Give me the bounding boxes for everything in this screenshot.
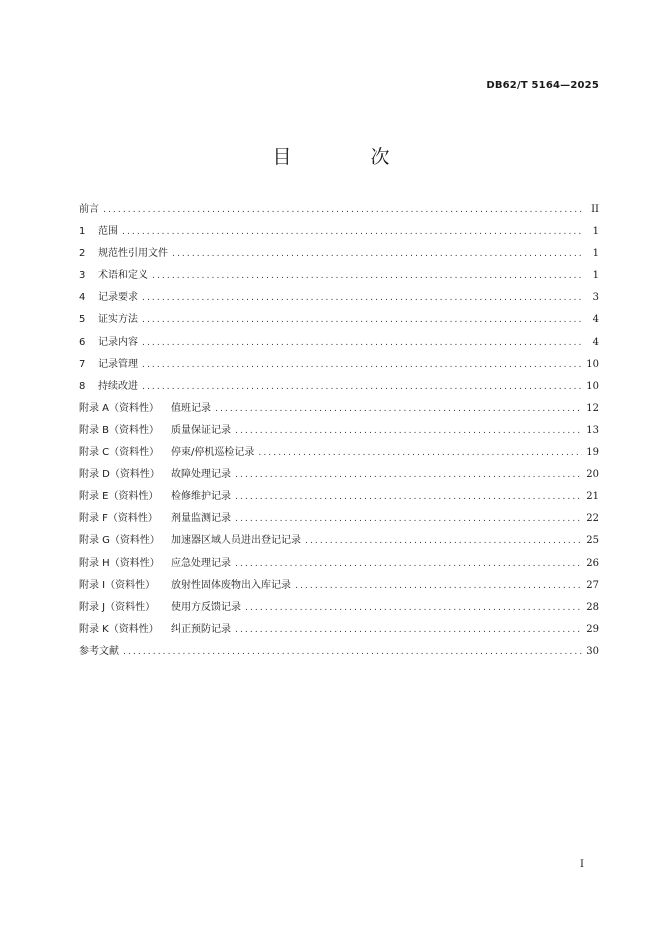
toc-entry[interactable] [79, 332, 599, 354]
toc-appendix-number: 附录 G（资料性） [79, 535, 160, 547]
toc-dot-leader [235, 508, 582, 530]
toc-dot-leader [235, 619, 582, 641]
table-of-contents [79, 199, 599, 663]
toc-page-number: 1 [592, 248, 599, 260]
page-number: I [580, 859, 584, 870]
toc-entry[interactable] [79, 376, 599, 398]
toc-page-number: 1 [592, 270, 599, 282]
toc-page-number: II [591, 204, 599, 215]
toc-entry-label: 参考文献 [79, 645, 119, 657]
toc-section-number: 5 [79, 314, 86, 326]
toc-page-number: 3 [592, 292, 599, 304]
toc-entry-label: 记录内容 [98, 336, 138, 348]
toc-entry[interactable] [79, 420, 599, 442]
toc-entry-label: 停束/停机巡检记录 [171, 447, 255, 459]
toc-entry[interactable] [79, 221, 599, 243]
toc-entry[interactable] [79, 442, 599, 464]
toc-entry[interactable] [79, 641, 599, 663]
toc-entry[interactable] [79, 287, 599, 309]
toc-entry-label: 前言 [79, 204, 99, 215]
toc-page-number: 25 [586, 535, 599, 547]
toc-dot-leader [235, 486, 582, 508]
toc-page-number: 26 [586, 557, 599, 569]
toc-dot-leader [122, 221, 583, 243]
toc-entry-label: 规范性引用文件 [98, 248, 168, 260]
toc-appendix-number: 附录 I（资料性） [79, 579, 156, 591]
toc-entry[interactable] [79, 265, 599, 287]
toc-section-number: 8 [79, 380, 86, 392]
toc-section-number: 1 [79, 226, 86, 238]
toc-page-number: 10 [586, 358, 599, 370]
toc-page-number: 10 [586, 380, 599, 392]
toc-dot-leader [235, 420, 582, 442]
toc-entry-label: 加速器区域人员进出登记记录 [171, 535, 301, 547]
toc-page-number: 20 [586, 469, 599, 481]
toc-entry-label: 范围 [98, 226, 118, 238]
toc-appendix-number: 附录 F（资料性） [79, 513, 158, 525]
toc-entry-label: 术语和定义 [98, 270, 148, 282]
toc-entry[interactable] [79, 530, 599, 552]
toc-section-number: 6 [79, 336, 86, 348]
toc-dot-leader [152, 265, 583, 287]
toc-entry-label: 纠正预防记录 [171, 623, 231, 635]
toc-appendix-number: 附录 H（资料性） [79, 557, 160, 569]
toc-dot-leader [258, 442, 582, 464]
toc-appendix-number: 附录 C（资料性） [79, 447, 160, 459]
toc-entry-label: 持续改进 [98, 380, 138, 392]
toc-dot-leader [142, 287, 583, 309]
toc-dot-leader [305, 530, 582, 552]
toc-dot-leader [142, 376, 582, 398]
toc-entry-label: 故障处理记录 [171, 469, 231, 481]
toc-entry[interactable] [79, 553, 599, 575]
toc-appendix-number: 附录 D（资料性） [79, 469, 160, 481]
toc-dot-leader [235, 464, 582, 486]
toc-page-number: 30 [586, 645, 599, 657]
toc-entry-label: 质量保证记录 [171, 424, 231, 436]
toc-section-number: 2 [79, 248, 86, 260]
toc-page-number: 28 [586, 601, 599, 613]
toc-appendix-number: 附录 A（资料性） [79, 402, 160, 414]
toc-entry[interactable] [79, 464, 599, 486]
toc-page-number: 19 [586, 447, 599, 459]
toc-dot-leader [123, 641, 582, 663]
toc-entry-label: 剂量监测记录 [171, 513, 231, 525]
toc-entry-label: 应急处理记录 [171, 557, 231, 569]
page-title: 目 次 [272, 146, 420, 168]
toc-page-number: 1 [592, 226, 599, 238]
toc-entry[interactable] [79, 486, 599, 508]
toc-dot-leader [245, 597, 582, 619]
toc-entry[interactable] [79, 575, 599, 597]
toc-dot-leader [215, 398, 582, 420]
toc-entry[interactable] [79, 398, 599, 420]
toc-page-number: 22 [586, 513, 599, 525]
toc-dot-leader [103, 199, 583, 221]
toc-entry[interactable] [79, 508, 599, 530]
toc-appendix-number: 附录 B（资料性） [79, 424, 160, 436]
toc-appendix-number: 附录 E（资料性） [79, 491, 159, 503]
toc-entry-label: 证实方法 [98, 314, 138, 326]
toc-section-number: 3 [79, 270, 86, 282]
toc-entry[interactable] [79, 597, 599, 619]
toc-dot-leader [172, 243, 583, 265]
toc-page-number: 21 [586, 491, 599, 503]
toc-appendix-number: 附录 K（资料性） [79, 623, 159, 635]
toc-page-number: 12 [586, 402, 599, 414]
toc-page-number: 4 [592, 336, 599, 348]
toc-page-number: 13 [586, 424, 599, 436]
toc-dot-leader [142, 354, 582, 376]
toc-entry-label: 使用方反馈记录 [171, 601, 241, 613]
toc-entry-label: 记录要求 [98, 292, 138, 304]
toc-entry[interactable] [79, 199, 599, 221]
toc-entry[interactable] [79, 354, 599, 376]
toc-entry-label: 记录管理 [98, 358, 138, 370]
toc-appendix-number: 附录 J（资料性） [79, 601, 156, 613]
toc-section-number: 4 [79, 292, 86, 304]
toc-page-number: 4 [592, 314, 599, 326]
toc-entry[interactable] [79, 309, 599, 331]
toc-dot-leader [142, 309, 583, 331]
toc-dot-leader [235, 553, 582, 575]
document-code: DB62/T 5164—2025 [486, 80, 599, 91]
toc-dot-leader [142, 332, 583, 354]
toc-entry-label: 放射性固体废物出入库记录 [171, 579, 291, 591]
toc-dot-leader [295, 575, 582, 597]
toc-page-number: 27 [586, 579, 599, 591]
toc-page-number: 29 [586, 623, 599, 635]
toc-entry[interactable] [79, 619, 599, 641]
toc-section-number: 7 [79, 358, 86, 370]
toc-entry-label: 检修维护记录 [171, 491, 231, 503]
toc-entry[interactable] [79, 243, 599, 265]
toc-entry-label: 值班记录 [171, 402, 211, 414]
